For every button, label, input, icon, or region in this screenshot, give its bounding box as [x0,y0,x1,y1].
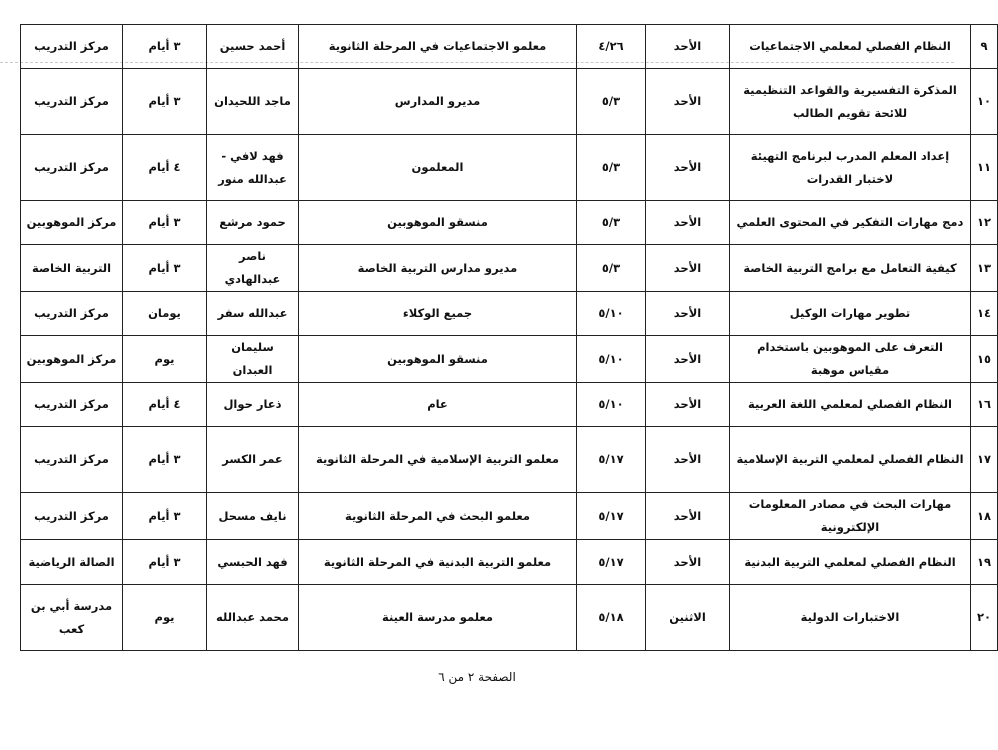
venue: الصالة الرياضية [21,540,123,585]
table-row [21,493,998,540]
row-number: ١٨ [971,493,998,540]
date: ٥/٣ [577,245,646,292]
venue: التربية الخاصة [21,245,123,292]
program-title: النظام الفصلي لمعلمي التربية الإسلامية [730,427,971,493]
table-row [21,201,998,245]
program-title: تطوير مهارات الوكيل [730,292,971,336]
venue: مركز التدريب [21,292,123,336]
row-number: ١٧ [971,427,998,493]
target-group: معلمو التربية البدنية في المرحلة الثانوية [299,540,577,585]
target-group: جميع الوكلاء [299,292,577,336]
date: ٥/٣ [577,135,646,201]
venue: مركز التدريب [21,135,123,201]
table-row [21,292,998,336]
date: ٥/١٠ [577,292,646,336]
trainer: عبدالله سفر [207,292,299,336]
duration: ٣ أيام [123,69,207,135]
target-group: مديرو مدارس التربية الخاصة [299,245,577,292]
duration: ٤ أيام [123,135,207,201]
day: الأحد [646,292,730,336]
venue: مركز الموهوبين [21,201,123,245]
page-footer [0,670,954,684]
duration: يوم [123,585,207,651]
day: الأحد [646,427,730,493]
table-row [21,427,998,493]
venue: مدرسة أبي بن كعب [21,585,123,651]
date: ٥/١٠ [577,383,646,427]
row-number: ١٠ [971,69,998,135]
table-row [21,585,998,651]
program-title: الاختبارات الدولية [730,585,971,651]
day: الأحد [646,493,730,540]
program-title: النظام الفصلي لمعلمي الاجتماعيات [730,25,971,69]
table-row [21,245,998,292]
duration: ٣ أيام [123,427,207,493]
duration: يوم [123,336,207,383]
table-row [21,383,998,427]
venue: مركز التدريب [21,69,123,135]
target-group: معلمو مدرسة العينة [299,585,577,651]
date: ٥/٣ [577,201,646,245]
target-group: منسقو الموهوبين [299,336,577,383]
program-title: إعداد المعلم المدرب لبرنامج التهيئة لاختبار القدرات [730,135,971,201]
program-title: مهارات البحث في مصادر المعلومات الإلكترونية [730,493,971,540]
trainer: سليمان العبدان [207,336,299,383]
day: الأحد [646,540,730,585]
venue: مركز التدريب [21,25,123,69]
page-number: ٢ [467,670,475,684]
table-row [21,69,998,135]
day: الأحد [646,135,730,201]
duration: ٣ أيام [123,201,207,245]
program-title: النظام الفصلي لمعلمي اللغة العربية [730,383,971,427]
program-title: التعرف على الموهوبين باستخدام مقياس موهبة [730,336,971,383]
date: ٥/١٨ [577,585,646,651]
trainer: ناصر عبدالهادي [207,245,299,292]
duration: ٣ أيام [123,493,207,540]
total-pages: ٦ [438,670,445,684]
duration: يومان [123,292,207,336]
page-of-label: من [448,670,465,684]
day: الأحد [646,245,730,292]
date: ٥/١٧ [577,427,646,493]
table-row [21,540,998,585]
target-group: عام [299,383,577,427]
venue: مركز التدريب [21,383,123,427]
venue: مركز الموهوبين [21,336,123,383]
trainer: حمود مرشع [207,201,299,245]
trainer: فهد الحبسي [207,540,299,585]
duration: ٣ أيام [123,245,207,292]
target-group: المعلمون [299,135,577,201]
row-number: ١٤ [971,292,998,336]
row-number: ١٥ [971,336,998,383]
day: الأحد [646,383,730,427]
trainer: أحمد حسين [207,25,299,69]
row-number: ١٩ [971,540,998,585]
day: الأحد [646,69,730,135]
target-group: معلمو التربية الإسلامية في المرحلة الثانوية [299,427,577,493]
trainer: نايف مسحل [207,493,299,540]
trainer: ماجد اللحيدان [207,69,299,135]
program-title: المذكرة التفسيرية والقواعد التنظيمية للائحة تقويم الطالب [730,69,971,135]
row-number: ١١ [971,135,998,201]
date: ٤/٢٦ [577,25,646,69]
target-group: مديرو المدارس [299,69,577,135]
day: الأحد [646,336,730,383]
row-number: ١٣ [971,245,998,292]
table-row [21,135,998,201]
training-schedule-table [20,24,998,651]
row-number: ١٦ [971,383,998,427]
row-number: ١٢ [971,201,998,245]
venue: مركز التدريب [21,493,123,540]
target-group: معلمو البحث في المرحلة الثانوية [299,493,577,540]
target-group: معلمو الاجتماعيات في المرحلة الثانوية [299,25,577,69]
venue: مركز التدريب [21,427,123,493]
duration: ٣ أيام [123,25,207,69]
table-row [21,336,998,383]
date: ٥/١٠ [577,336,646,383]
duration: ٤ أيام [123,383,207,427]
trainer: ذعار حوال [207,383,299,427]
trainer: فهد لافي - عبدالله منور [207,135,299,201]
table-row [21,25,998,69]
date: ٥/١٧ [577,540,646,585]
duration: ٣ أيام [123,540,207,585]
row-number: ٢٠ [971,585,998,651]
trainer: محمد عبدالله [207,585,299,651]
row-number: ٩ [971,25,998,69]
program-title: كيفية التعامل مع برامج التربية الخاصة [730,245,971,292]
trainer: عمر الكسر [207,427,299,493]
target-group: منسقو الموهوبين [299,201,577,245]
day: الأحد [646,25,730,69]
date: ٥/١٧ [577,493,646,540]
program-title: النظام الفصلي لمعلمي التربية البدنية [730,540,971,585]
date: ٥/٣ [577,69,646,135]
day: الاثنين [646,585,730,651]
day: الأحد [646,201,730,245]
page-label: الصفحة [478,670,516,684]
program-title: دمج مهارات التفكير في المحتوى العلمي [730,201,971,245]
